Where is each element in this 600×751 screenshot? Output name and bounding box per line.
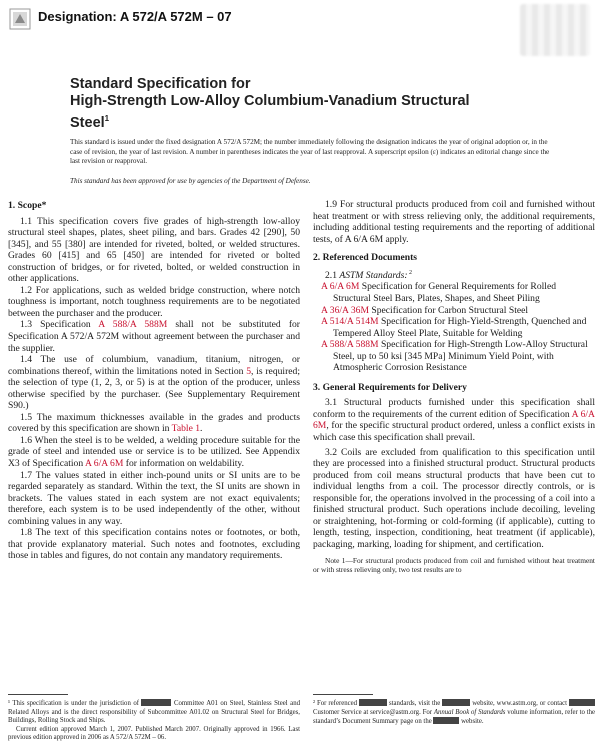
ref-link-a6[interactable]: A 6/A 6M [321,281,360,293]
footnote-1: ¹ This specification is under the jurisdiction of Committee A01 on Steel, Stainless Steel and Related Alloys and is the direct responsibility of Subcommittee A01.02 on Structural Steel for Bridges, Buildings, Rolling Stock and Ships. Current edition approved March 1, 2007. Published March 2007. Originally approved in 1966. Last previous edition approved in 2006 as A 572/A 572M – 06. [8,700,300,742]
para-2-1: 2.1 ASTM Standards: $^2$ [325,269,413,281]
link-table-1[interactable]: Table 1 [171,423,201,435]
para-1-4: 1.4 The use of columbium, vanadium, titanium, nitrogen, or combinations thereof, within the limitations noted in Section 5, is required; the selection of type (1, 2, 3, or 5) is at the option of the producer, unless otherwise specified by the purchaser. (See Supplementary Requirement S90.) [8,354,300,412]
section-heading-scope: 1. Scope* [8,200,47,211]
ref-a588: A 588/A 588M Specification for High-Strength Low-Alloy Structural Steel, up to 50 ksi [345 MPa] Minimum Yield Point, with Atmospheric Corrosion Resistance [321,339,588,374]
section-heading-referenced-documents: 2. Referenced Documents [313,252,417,264]
para-1-7: 1.7 The values stated in either inch-pound units or SI units are to be regarded separately as standard. Within the text, the SI units are shown in brackets. The values stated in each system are not exact equivalents; therefore, each system is to be used independently of the other, without combining values in any way. [8,469,300,527]
section-heading-general-requirements: 3. General Requirements for Delivery [313,381,467,393]
redaction [433,717,459,724]
title-footnote-mark: 1 [104,114,110,123]
right-column [313,199,595,574]
link-section-5[interactable]: 5 [246,365,252,377]
footnote-2: ² For referenced standards, visit the website, www.astm.org, or contact Customer Service at service@astm.org. For Annual Book of Standards volume information, refer to the standard’s Document Summary page on the website. [313,700,596,726]
redaction [442,699,470,706]
ref-link-a36[interactable]: A 36/A 36M [321,304,369,316]
footnote-divider-right [313,694,373,695]
astm-logo-icon [9,8,31,30]
document-title [70,76,550,132]
title-line-3: Steel$^1$ [70,114,110,131]
dod-approval-note: This standard has been approved for use by agencies of the Department of Defense. [70,177,311,185]
link-a6-delivery[interactable]: A 6/A 6M [313,408,595,432]
link-a588[interactable]: A 588/A 588M [98,319,168,331]
ref-a36: A 36/A 36M Specification for Carbon Structural Steel [321,304,529,316]
ref-a6: A 6/A 6M Specification for General Requirements for Rolled Structural Steel Bars, Plates, Shapes, and Sheet Piling [321,281,556,305]
para-1-1: 1.1 This specification covers five grades of high-strength low-alloy structural steel shapes, plates, sheet piling, and bars. Grades 42 [290], 50 [345], and 55 [380] are intended for riveted, bolted, or welded structures. Grades 60 [415] and 65 [450] are intended for riveted or bolted construction of bridges, or for riveted, bolted, or welded construction in other applications. [8,215,300,285]
designation: Designation: A 572/A 572M – 07 [38,9,232,24]
para-1-6: 1.6 When the steel is to be welded, a welding procedure suitable for the grade of steel and intended use or service is to be utilized. See Appendix X3 of Specification A 6/A 6M for information on weldability. [8,434,300,470]
para-3-2: 3.2 Coils are excluded from qualification to this specification until they are processed into a finished structural product. Structural products produced from coil means structural products that have been cut to individual lengths from a coil. The processor directly controls, or is responsible for, the operations involved in the processing of a coil into a finished structural product. Such operations include decoiling, leveling or straightening, hot-forming or cold-forming (if applicable), cutting to length, testing, inspection, conditioning, heat treatment (if applicable), packaging, marking, loading for shipment, and certification. [313,446,595,550]
title-line-2: High-Strength Low-Alloy Columbium-Vanadium Structural [70,93,470,109]
title-line-1: Standard Specification for [70,76,251,92]
redaction [359,699,387,706]
preamble-text: This standard is issued under the fixed designation A 572/A 572M; the number immediately following the designation indicates the year of original adoption or, in the case of revision, the year of last revision. A number in parentheses indicates the year of last reapproval. A superscript epsilon (ε) indicates an editorial change since the last revision or reapproval. [70,138,550,165]
preamble [70,138,550,167]
ref-link-a588[interactable]: A 588/A 588M [321,339,379,351]
redaction [141,699,171,706]
para-3-1: 3.1 Structural products furnished under this specification shall conform to the requirements of the current edition of Specification A 6/A 6M, for the specific structural product ordered, unless a conflict exists in which case this specification shall prevail. [313,397,595,444]
para-1-9: 1.9 For structural products produced from coil and furnished without heat treatment or with stress relieving only, the additional requirements, including additional testing requirements and the reporting of additional tests, of A 6/A 6M apply. [313,199,595,245]
blurred-header-logo [520,4,590,56]
para-1-2: 1.2 For applications, such as welded bridge construction, where notch toughness is important, notch toughness requirements are to be negotiated between the purchaser and the producer. [8,284,300,319]
para-1-5: 1.5 The maximum thicknesses available in the grades and products covered by this specification are shown in Table 1. [8,411,300,435]
ref-a514: A 514/A 514M Specification for High-Yield-Strength, Quenched and Tempered Alloy Steel Plate, Suitable for Welding [321,316,587,339]
note-1: Note 1—For structural products produced from coil and furnished without heat treatment or with stress relieving only, two test results are to [313,555,595,574]
ref-link-a514[interactable]: A 514/A 514M [321,316,379,328]
para-1-3: 1.3 Specification A 588/A 588M shall not be substituted for Specification A 572/A 572M without agreement between the purchaser and the supplier. [8,319,301,354]
link-a6[interactable]: A 6/A 6M [85,458,124,470]
redaction [569,699,595,706]
footnote-divider-left [8,694,68,695]
para-1-8: 1.8 The text of this specification contains notes or footnotes, or both, that provide explanatory material. Such notes and footnotes, excluding those in tables and figures, do not contain any mandatory requirements. [8,527,300,562]
left-column [8,199,300,562]
